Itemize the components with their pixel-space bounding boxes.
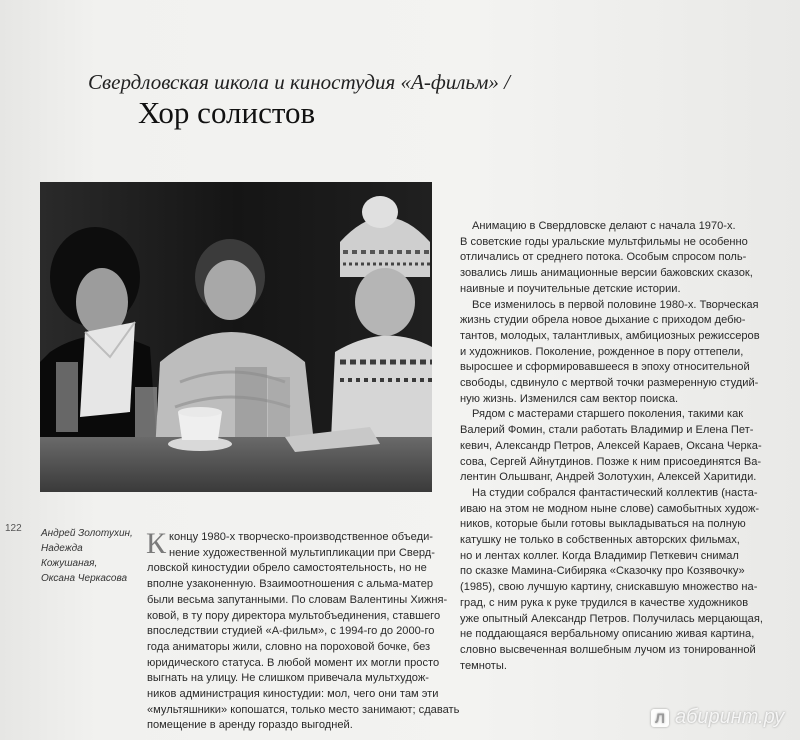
- text-line: Валерий Фомин, стали работать Владимир и Елена Пет-: [460, 424, 754, 437]
- paragraph: [460, 298, 762, 408]
- text-line: тантов, молодых, талантливых, амбициозных режиссеров: [460, 329, 760, 342]
- text-line: Анимацию в Свердловске делают с начала 1970-х.: [472, 220, 736, 232]
- caption-line: Андрей Золотухин,: [41, 528, 133, 539]
- text-line: наивные и поучительные детские истории.: [460, 282, 681, 295]
- labirint-logo-icon: Л: [651, 709, 669, 727]
- text-line: свободы, сдвинуло с мертвой точки размеренную студий-: [460, 377, 759, 390]
- text-line: не поддающаяся вербальному описанию живая картина,: [460, 628, 755, 641]
- text-line: выросшее и сформировавшееся в эпоху относительной: [460, 361, 750, 374]
- page-number: 122: [5, 523, 22, 534]
- text-line: кевич, Александр Петров, Алексей Караев, Оксана Черка-: [460, 439, 762, 452]
- paragraph: [460, 407, 762, 486]
- text-line: помещение в аренду гораздо выгодней.: [147, 719, 353, 732]
- text-line: В советские годы уральские мультфильмы не особенно: [460, 235, 748, 248]
- text-line: ников, которые были готовы выкладываться на полную: [460, 518, 746, 531]
- paragraph: [460, 219, 762, 298]
- paragraph: [460, 486, 762, 674]
- text-line: были весьма запутанными. По словам Валентины Хижня-: [147, 593, 448, 606]
- text-line: но и лентах коллег. Когда Владимир Петкевич снимал: [460, 549, 739, 562]
- text-line: жизнь студии обрела новое дыхание с приходом дебю-: [460, 314, 746, 327]
- text-line: юридического статуса. В любой момент их могли просто: [147, 656, 440, 669]
- text-line: сова, Сергей Айнутдинов. Позже к ним присоединятся Ва-: [460, 455, 762, 468]
- text-line: лентин Ольшванг, Андрей Золотухин, Алексей Харитиди.: [460, 471, 757, 484]
- text-line: выгнать на улицу. Не слишком привечала мультхудож-: [147, 672, 429, 685]
- text-line: (1985), свою лучшую картину, снискавшую множество на-: [460, 581, 758, 594]
- text-line: словно высвеченная волшебным лучом из тонированной: [460, 643, 756, 656]
- text-line: года аниматоры жили, словно на пороховой бочке, без: [147, 640, 431, 653]
- photo-four-people-at-table: [40, 182, 432, 492]
- text-line: На студии собрался фантастический коллектив (наста-: [472, 486, 758, 499]
- section-subtitle: Свердловская школа и киностудия «А-фильм» /: [88, 70, 510, 94]
- text-line: впоследствии студией «А-фильм», с 1994-го до 2000-го: [147, 625, 435, 638]
- caption-line: Надежда: [41, 543, 83, 554]
- text-line: ную жизнь. Изменился сам вектор поиска.: [460, 392, 679, 405]
- text-line: нение художественной мультипликации при Сверд-: [169, 546, 435, 559]
- text-line: по сказке Мамина-Сибиряка «Сказочку про Козявочку»: [460, 565, 745, 578]
- text-line: Все изменилось в первой половине 1980-х. Творческая: [472, 298, 759, 311]
- watermark-text: абиринт.ру: [675, 706, 785, 728]
- text-line: град, с ним рука к руке трудился в качестве художников: [460, 596, 749, 609]
- article-left-column: [146, 527, 460, 734]
- text-line: вполне узаконенную. Взаимоотношения с альма-матер: [147, 578, 434, 591]
- text-line: иваю на этом не модном ныне слове) самобытных худож-: [460, 502, 760, 515]
- article-right-column: [460, 219, 762, 674]
- text-line: зовались лишь анимационные версии бажовских сказок,: [460, 267, 753, 280]
- text-line: ковой, в ту пору директора мультобъединения, ставшего: [147, 609, 441, 622]
- text-line: катушку не только в собственных авторских фильмах,: [460, 534, 740, 547]
- photo-caption: [41, 526, 133, 586]
- caption-line: Оксана Черкасова: [41, 573, 128, 584]
- page-title: Хор солистов: [138, 95, 316, 130]
- text-line: и художников. Поколение, рожденное в пору оттепели,: [460, 345, 744, 358]
- drop-cap: К: [146, 527, 167, 560]
- text-line: концу 1980-х творческо-производственное объеди-: [169, 531, 433, 543]
- text-line: отличались от среднего потока. Особым спросом поль-: [460, 251, 747, 264]
- text-line: темноты.: [460, 659, 507, 672]
- text-line: Рядом с мастерами старшего поколения, такими как: [472, 408, 744, 421]
- text-line: ловской киностудии обрело самостоятельность, но не: [147, 562, 427, 575]
- text-line: «мультяшники» копошатся, только место занимают; сдавать: [147, 703, 460, 716]
- text-line: уже опытный Александр Петров. Получилась мерцающая,: [460, 612, 763, 625]
- text-line: ников администрация киностудии: мол, чего они там эти: [147, 688, 439, 701]
- labirint-watermark: [651, 706, 784, 729]
- caption-line: Кожушаная,: [41, 558, 98, 569]
